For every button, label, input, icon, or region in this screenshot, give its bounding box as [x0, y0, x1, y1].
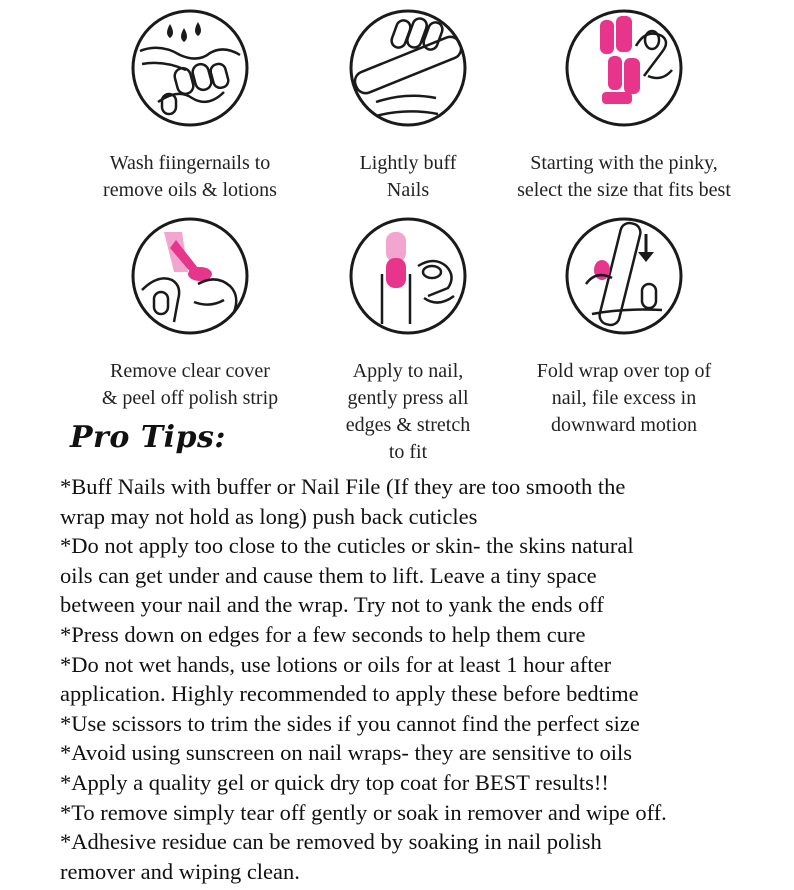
- nail-wrap-sizes-icon: [562, 6, 686, 130]
- tip-line: *Buff Nails with buffer or Nail File (If they are too smooth the: [60, 474, 626, 499]
- pro-tips-title: Pro Tips:: [70, 420, 226, 455]
- step-caption: Remove clear cover & peel off polish strip: [101, 360, 279, 409]
- wash-hands-icon: [128, 6, 252, 130]
- step-caption: Starting with the pinky, select the size that fits best: [517, 152, 731, 201]
- tip-line: *Adhesive residue can be removed by soaking in nail polish: [60, 829, 602, 855]
- tip-line: remover and wiping clean.: [60, 858, 300, 884]
- tip-line: *Do not wet hands, use lotions or oils for at least 1 hour after: [60, 651, 612, 677]
- tip-line: *Apply a quality gel or quick dry top coat for BEST results!!: [60, 769, 609, 795]
- tip-line: oils can get under and cause them to lift. Leave a tiny space: [60, 562, 597, 588]
- step-caption: Fold wrap over top of nail, file excess in downward motion: [536, 360, 712, 436]
- pro-tips-list: [60, 472, 770, 886]
- step-caption: Lightly buff Nails: [359, 152, 457, 201]
- tip-line: *To remove simply tear off gently or soak in remover and wipe off.: [60, 799, 667, 825]
- step-caption: Wash fiingernails to remove oils & lotions: [103, 152, 277, 201]
- step-select-size: [494, 6, 754, 204]
- peel-strip-icon: [128, 214, 252, 338]
- tip-line: *Avoid using sunscreen on nail wraps- they are sensitive to oils: [60, 740, 632, 766]
- tip-line: application. Highly recommended to apply these before bedtime: [60, 681, 639, 707]
- tip-line: between your nail and the wrap. Try not to yank the ends off: [60, 592, 604, 618]
- tip-line: *Do not apply too close to the cuticles or skin- the skins natural: [60, 533, 634, 559]
- step-fold-file: [494, 214, 754, 439]
- tip-line: *Use scissors to trim the sides if you cannot find the perfect size: [60, 710, 640, 736]
- step-caption: Apply to nail, gently press all edges & stretch to fit: [345, 360, 471, 463]
- apply-wrap-icon: [346, 214, 470, 338]
- file-nail-icon: [562, 214, 686, 338]
- nail-buffer-icon: [346, 6, 470, 130]
- tip-line: wrap may not hold as long) push back cuticles: [60, 503, 478, 529]
- tip-line: *Press down on edges for a few seconds to help them cure: [60, 621, 586, 647]
